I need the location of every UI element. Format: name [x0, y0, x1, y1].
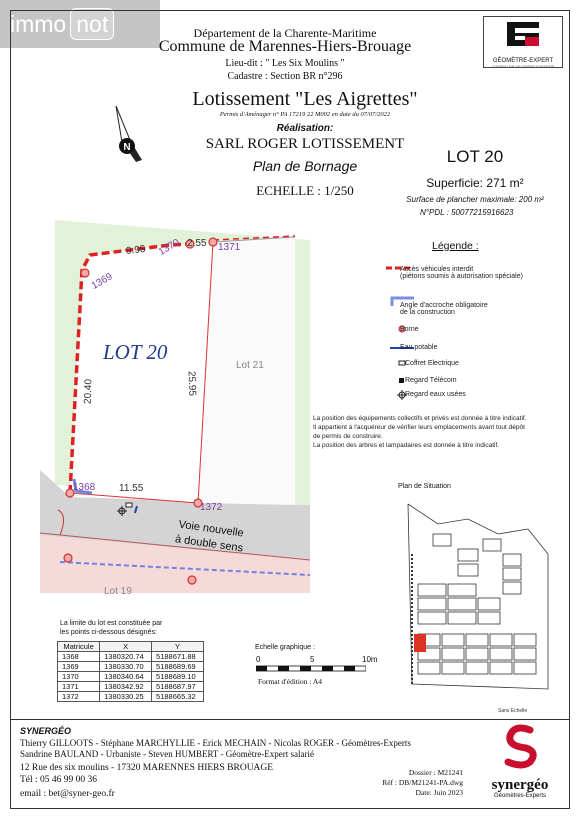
lot21-area [198, 237, 295, 505]
borne-label-1371: 1371 [218, 242, 241, 253]
dim-9-95: 9.95 [125, 244, 146, 257]
svg-text:N: N [123, 142, 131, 153]
table-row: 1369 1380330.70 5188689.69 [58, 662, 204, 672]
legend-title: Légende : [432, 240, 479, 252]
synergeo-wordmark: synergéo [491, 777, 549, 793]
legend-item-sewer: Regard eaux usées [405, 391, 466, 398]
synergeo-logo-icon [478, 722, 562, 772]
legend-item-borne: Borne [400, 326, 419, 333]
points-table [57, 641, 204, 702]
file-info: Dossier : M21241 Réf : DB/M21241-PA.dwg Date: Juin 2023 [382, 768, 463, 797]
company: SARL ROGER LOTISSEMENT [205, 136, 405, 152]
realisation-label: Réalisation: [276, 123, 334, 134]
situation-lot20-marker [414, 634, 426, 652]
legend-symbols [380, 262, 420, 412]
geometre-logo-icon [484, 17, 562, 53]
firm-address: 12 Rue des six moulins - 17320 MARENNES HIERS BROUAGE [20, 763, 274, 773]
geometre-label: GÉOMÈTRE-EXPERT [492, 58, 554, 64]
staff-line: Sandrine BAULAND - Urbaniste - Steven HUMBERT - Géomètre-Expert salarié [20, 749, 314, 759]
dim-11-55: 11.55 [119, 483, 144, 494]
legend-telecom-icon [399, 378, 404, 383]
lot19-label: Lot 19 [104, 586, 132, 597]
commune: Commune de Marennes-Hiers-Brouage [158, 38, 412, 55]
synergeo-logo [478, 722, 562, 802]
legend-item-corner: Angle d'accroche obligatoire de la construction [400, 302, 488, 316]
pdl-number: N°PDL : 50077215916623 [420, 208, 514, 217]
scale-tick-0: 0 [256, 655, 261, 664]
borne-label-1368: 1368 [73, 482, 96, 493]
scale-bar [256, 665, 366, 673]
lot20-label: LOT 20 [103, 340, 168, 364]
scale-tick-5: 5 [310, 655, 315, 664]
borne-label-1369: 1369 [89, 271, 115, 292]
borne-lot19-west [64, 554, 72, 562]
department: Département de la Charente-Maritime [193, 26, 377, 40]
electric-box-icon [126, 503, 132, 507]
lieu-dit: Lieu-dit : " Les Six Moulins " [225, 58, 345, 69]
scale-text: ECHELLE : 1/250 [256, 183, 354, 198]
lot-area: Superficie: 271 m² [426, 176, 524, 190]
cadastre: Cadastre : Section BR n°296 [227, 71, 343, 82]
watermark-text: immo [10, 11, 67, 37]
partners-line: Thierry GILLOOTS - Stéphane MARCHYLLIE - Erick MECHAIN - Nicolas ROGER - Géomètres-Experts [20, 738, 411, 748]
north-arrow-icon [108, 104, 153, 164]
borne-lot19-mid [188, 576, 196, 584]
borne-label-1370: 1370 [156, 237, 182, 258]
legend-item-water: Eau potable [400, 344, 438, 351]
situation-scale: Sans Echelle [498, 708, 528, 714]
road-label: Voie nouvelle à double sens [174, 518, 245, 555]
synergeo-subtitle: Géomètres-Experts [493, 793, 547, 799]
lot21-label: Lot 21 [236, 360, 264, 371]
legend-notes: La position des équipements collectifs et privés est donnée à titre indicatif. Il appartient à l'acquéreur de vérifier leurs emplacements avant tout dépôt de permis de construire. La position des arbres et lampadaires est donnée à titre indicatif. [313, 415, 527, 449]
lotissement-title: Lotissement "Les Aigrettes" [192, 88, 418, 110]
geometre-small: CONSEILLER VALORISER GARANTIR [492, 65, 554, 69]
table-row: 1368 1380320.74 5188671.88 [58, 652, 204, 662]
borne-1369 [81, 269, 89, 277]
scale-tick-10: 10m [362, 655, 378, 664]
dim-20-40: 20.40 [82, 378, 95, 405]
scale-label: Echelle graphique : [255, 644, 315, 651]
legend-item-telecom: Regard Télécom [405, 377, 457, 384]
borne-1371 [209, 238, 217, 246]
permis: Permis d'Aménager n° PA 17219 22 M002 en date du 07/07/2022 [219, 111, 391, 118]
table-row: 1371 1380342.92 5188687.97 [58, 682, 204, 692]
firm-email[interactable]: email : bet@syner-geo.fr [20, 789, 115, 799]
legend-item-no-access: Accès véhicules interdit (piétons soumis à autorisation spéciale) [400, 266, 523, 280]
dim-25-95: 25.95 [185, 370, 198, 397]
situation-map [398, 494, 553, 704]
print-format: Format d'édition : A4 [258, 677, 323, 686]
dim-2-55: 2.55 [187, 238, 207, 249]
situation-title: Plan de Situation [398, 483, 451, 490]
max-floor-area: Surface de plancher maximale: 200 m² [406, 195, 544, 204]
lot-number: LOT 20 [446, 147, 504, 166]
legend-item-electric: Coffret Electrique [405, 360, 459, 367]
geometre-expert-logo [483, 16, 563, 68]
firm-name: SYNERGÉO [20, 726, 72, 736]
plan-title: Plan de Bornage [252, 158, 358, 174]
borne-label-1372: 1372 [200, 502, 223, 513]
watermark-badge: not [70, 8, 114, 40]
table-header-row: Matricule X Y [58, 642, 204, 652]
firm-phone: Tél : 05 46 99 00 36 [20, 775, 98, 785]
table-row: 1372 1380330.25 5188665.32 [58, 692, 204, 702]
points-intro: La limite du lot est constituée par les points ci-dessous désignés: [60, 620, 163, 636]
table-row: 1370 1380340.64 5188689.10 [58, 672, 204, 682]
bornage-plan [40, 215, 310, 620]
